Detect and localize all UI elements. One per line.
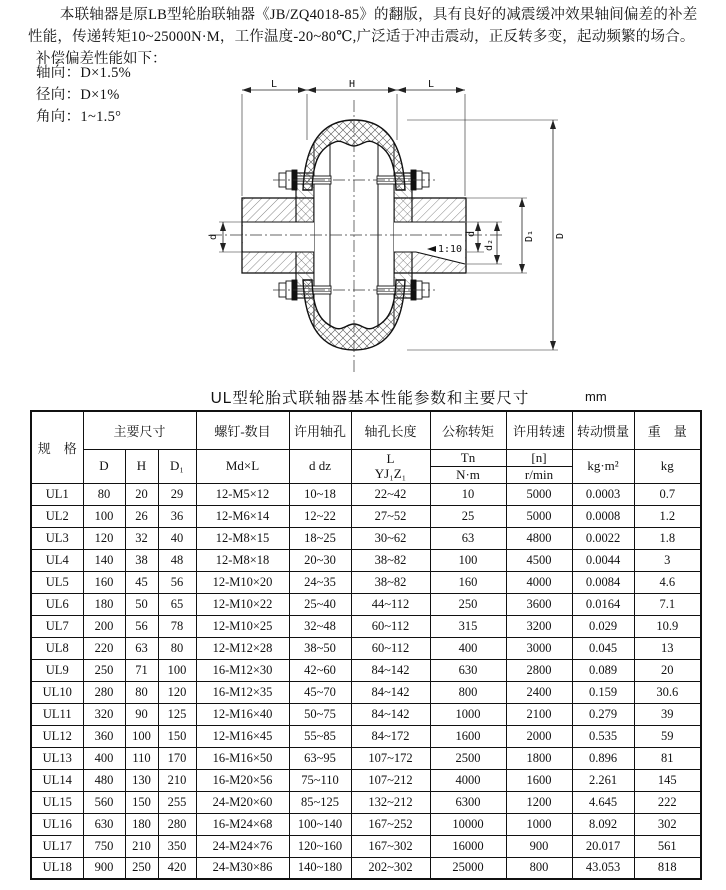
cell-bore-range: 55~85 bbox=[289, 725, 351, 747]
table-row bbox=[31, 835, 701, 857]
cell-speed: 3000 bbox=[506, 637, 572, 659]
cell-H: 210 bbox=[125, 835, 158, 857]
cell-bore-length: 107~212 bbox=[351, 769, 430, 791]
cell-D: 480 bbox=[83, 769, 125, 791]
cell-torque: 1000 bbox=[430, 703, 506, 725]
cell-H: 110 bbox=[125, 747, 158, 769]
cell-screws: 12-M12×28 bbox=[196, 637, 289, 659]
left-shaft-bore bbox=[242, 222, 314, 252]
cell-bore-range: 42~60 bbox=[289, 659, 351, 681]
subheader-MdxL: Md×L bbox=[196, 449, 289, 483]
cell-model: UL11 bbox=[31, 703, 83, 725]
cell-bore-length: 38~82 bbox=[351, 549, 430, 571]
header-inertia: 转动惯量 bbox=[572, 411, 634, 449]
cell-D: 280 bbox=[83, 681, 125, 703]
cell-model: UL18 bbox=[31, 857, 83, 879]
cell-bore-length: 84~142 bbox=[351, 659, 430, 681]
cell-bore-length: 167~252 bbox=[351, 813, 430, 835]
dim-label-d-left: d bbox=[208, 233, 219, 241]
cell-D1: 170 bbox=[158, 747, 196, 769]
cell-speed: 4000 bbox=[506, 571, 572, 593]
cell-bore-range: 45~70 bbox=[289, 681, 351, 703]
cell-H: 63 bbox=[125, 637, 158, 659]
cell-torque: 800 bbox=[430, 681, 506, 703]
cell-bore-length: 27~52 bbox=[351, 505, 430, 527]
cell-inertia: 0.0022 bbox=[572, 527, 634, 549]
cell-torque: 10000 bbox=[430, 813, 506, 835]
cell-screws: 16-M12×35 bbox=[196, 681, 289, 703]
table-row bbox=[31, 505, 701, 527]
cell-torque: 6300 bbox=[430, 791, 506, 813]
dim-label-d-right: d bbox=[466, 230, 477, 238]
cell-bore-range: 140~180 bbox=[289, 857, 351, 879]
cell-speed: 2100 bbox=[506, 703, 572, 725]
cell-bore-length: 202~302 bbox=[351, 857, 430, 879]
cell-speed: 5000 bbox=[506, 505, 572, 527]
cell-D: 630 bbox=[83, 813, 125, 835]
cell-torque: 250 bbox=[430, 593, 506, 615]
cell-D1: 29 bbox=[158, 483, 196, 505]
cell-model: UL16 bbox=[31, 813, 83, 835]
cell-screws: 12-M8×15 bbox=[196, 527, 289, 549]
cell-D1: 56 bbox=[158, 571, 196, 593]
cell-inertia: 2.261 bbox=[572, 769, 634, 791]
cell-weight: 13 bbox=[634, 637, 701, 659]
cell-weight: 39 bbox=[634, 703, 701, 725]
subheader-L: L bbox=[386, 451, 395, 466]
cell-D1: 350 bbox=[158, 835, 196, 857]
cell-bore-length: 84~172 bbox=[351, 725, 430, 747]
cell-screws: 12-M10×20 bbox=[196, 571, 289, 593]
cell-D: 160 bbox=[83, 571, 125, 593]
cell-D1: 210 bbox=[158, 769, 196, 791]
subheader-Tn: Tn bbox=[430, 449, 506, 466]
cell-bore-range: 85~125 bbox=[289, 791, 351, 813]
cell-speed: 1200 bbox=[506, 791, 572, 813]
cell-bore-range: 24~35 bbox=[289, 571, 351, 593]
table-row bbox=[31, 527, 701, 549]
cell-bore-length: 84~142 bbox=[351, 681, 430, 703]
taper-ratio-label: 1:10 bbox=[438, 244, 463, 255]
subheader-rmin: r/min bbox=[506, 466, 572, 483]
cell-weight: 302 bbox=[634, 813, 701, 835]
cell-screws: 12-M10×22 bbox=[196, 593, 289, 615]
spec-table-body bbox=[31, 483, 701, 879]
cell-bore-range: 63~95 bbox=[289, 747, 351, 769]
table-row bbox=[31, 747, 701, 769]
dim-label-d2: d₂ bbox=[484, 238, 495, 252]
cell-inertia: 0.0003 bbox=[572, 483, 634, 505]
cell-model: UL15 bbox=[31, 791, 83, 813]
cell-bore-range: 25~40 bbox=[289, 593, 351, 615]
cell-weight: 222 bbox=[634, 791, 701, 813]
cell-screws: 16-M12×30 bbox=[196, 659, 289, 681]
cell-inertia: 0.0084 bbox=[572, 571, 634, 593]
cell-speed: 2800 bbox=[506, 659, 572, 681]
cell-bore-length: 60~112 bbox=[351, 637, 430, 659]
cell-model: UL4 bbox=[31, 549, 83, 571]
cell-model: UL6 bbox=[31, 593, 83, 615]
cell-weight: 7.1 bbox=[634, 593, 701, 615]
cell-D1: 125 bbox=[158, 703, 196, 725]
cell-torque: 100 bbox=[430, 549, 506, 571]
cell-model: UL12 bbox=[31, 725, 83, 747]
subheader-kgm2: kg·m² bbox=[572, 449, 634, 483]
cell-model: UL17 bbox=[31, 835, 83, 857]
offset-performance-heading: 补偿偏差性能如下： bbox=[36, 51, 167, 67]
cell-H: 38 bbox=[125, 549, 158, 571]
cell-weight: 1.8 bbox=[634, 527, 701, 549]
cell-weight: 3 bbox=[634, 549, 701, 571]
cell-bore-length: 60~112 bbox=[351, 615, 430, 637]
table-row bbox=[31, 659, 701, 681]
dim-label-H: H bbox=[348, 79, 356, 90]
cell-torque: 16000 bbox=[430, 835, 506, 857]
cell-H: 26 bbox=[125, 505, 158, 527]
cell-bore-length: 38~82 bbox=[351, 571, 430, 593]
cell-D1: 280 bbox=[158, 813, 196, 835]
cell-speed: 800 bbox=[506, 857, 572, 879]
cell-screws: 24-M20×60 bbox=[196, 791, 289, 813]
table-row bbox=[31, 703, 701, 725]
table-row bbox=[31, 725, 701, 747]
header-bore-length: 轴孔长度 bbox=[351, 411, 430, 449]
dim-label-L-left: L bbox=[270, 79, 278, 90]
cell-inertia: 8.092 bbox=[572, 813, 634, 835]
table-row bbox=[31, 615, 701, 637]
cell-screws: 24-M30×86 bbox=[196, 857, 289, 879]
cell-screws: 12-M8×18 bbox=[196, 549, 289, 571]
cell-inertia: 0.029 bbox=[572, 615, 634, 637]
cell-screws: 12-M10×25 bbox=[196, 615, 289, 637]
cell-H: 56 bbox=[125, 615, 158, 637]
cell-bore-range: 12~22 bbox=[289, 505, 351, 527]
cell-inertia: 0.279 bbox=[572, 703, 634, 725]
subheader-d-dz: d dz bbox=[289, 449, 351, 483]
cell-H: 150 bbox=[125, 791, 158, 813]
cell-model: UL2 bbox=[31, 505, 83, 527]
header-torque: 公称转矩 bbox=[430, 411, 506, 449]
cell-model: UL13 bbox=[31, 747, 83, 769]
cell-inertia: 20.017 bbox=[572, 835, 634, 857]
cell-weight: 0.7 bbox=[634, 483, 701, 505]
cell-screws: 12-M16×40 bbox=[196, 703, 289, 725]
cell-H: 80 bbox=[125, 681, 158, 703]
subheader-YJZ: YJ₁Z₁ bbox=[374, 466, 407, 481]
cell-speed: 4500 bbox=[506, 549, 572, 571]
table-row bbox=[31, 483, 701, 505]
cell-inertia: 0.0164 bbox=[572, 593, 634, 615]
cell-D1: 120 bbox=[158, 681, 196, 703]
cell-torque: 2500 bbox=[430, 747, 506, 769]
table-row bbox=[31, 681, 701, 703]
cell-speed: 1000 bbox=[506, 813, 572, 835]
cell-bore-range: 10~18 bbox=[289, 483, 351, 505]
cell-bore-range: 32~48 bbox=[289, 615, 351, 637]
cell-D: 100 bbox=[83, 505, 125, 527]
header-speed: 许用转速 bbox=[506, 411, 572, 449]
cell-speed: 4800 bbox=[506, 527, 572, 549]
subheader-kg: kg bbox=[634, 449, 701, 483]
cell-model: UL3 bbox=[31, 527, 83, 549]
cell-bore-length: 44~112 bbox=[351, 593, 430, 615]
cell-screws: 16-M16×50 bbox=[196, 747, 289, 769]
subheader-n: [n] bbox=[506, 449, 572, 466]
cell-D1: 65 bbox=[158, 593, 196, 615]
cell-H: 100 bbox=[125, 725, 158, 747]
cell-bore-length: 132~212 bbox=[351, 791, 430, 813]
cell-torque: 25000 bbox=[430, 857, 506, 879]
cell-screws: 12-M6×14 bbox=[196, 505, 289, 527]
cell-torque: 4000 bbox=[430, 769, 506, 791]
table-row bbox=[31, 549, 701, 571]
cell-H: 32 bbox=[125, 527, 158, 549]
cell-screws: 12-M16×45 bbox=[196, 725, 289, 747]
cell-weight: 561 bbox=[634, 835, 701, 857]
cell-inertia: 0.0044 bbox=[572, 549, 634, 571]
cell-speed: 1800 bbox=[506, 747, 572, 769]
subheader-bore-length bbox=[351, 449, 430, 483]
table-row bbox=[31, 769, 701, 791]
cell-torque: 160 bbox=[430, 571, 506, 593]
cell-speed: 2000 bbox=[506, 725, 572, 747]
cell-torque: 10 bbox=[430, 483, 506, 505]
cell-D1: 80 bbox=[158, 637, 196, 659]
cell-speed: 3600 bbox=[506, 593, 572, 615]
cell-D: 80 bbox=[83, 483, 125, 505]
cell-D1: 255 bbox=[158, 791, 196, 813]
cell-weight: 59 bbox=[634, 725, 701, 747]
cell-bore-range: 50~75 bbox=[289, 703, 351, 725]
cell-H: 180 bbox=[125, 813, 158, 835]
cell-model: UL7 bbox=[31, 615, 83, 637]
cell-D: 220 bbox=[83, 637, 125, 659]
dim-label-D1: D₁ bbox=[524, 229, 535, 243]
cell-screws: 12-M5×12 bbox=[196, 483, 289, 505]
cell-D: 750 bbox=[83, 835, 125, 857]
angular-offset-line bbox=[36, 106, 131, 128]
cell-weight: 818 bbox=[634, 857, 701, 879]
cell-weight: 145 bbox=[634, 769, 701, 791]
angular-offset-label: 角向： bbox=[36, 109, 81, 125]
table-unit-label: mm bbox=[585, 389, 607, 404]
cell-inertia: 0.089 bbox=[572, 659, 634, 681]
header-spec: 规 格 bbox=[31, 411, 83, 483]
cell-torque: 1600 bbox=[430, 725, 506, 747]
subheader-D1: D₁ bbox=[158, 449, 196, 483]
cell-D: 900 bbox=[83, 857, 125, 879]
offset-list bbox=[36, 62, 131, 128]
cell-inertia: 0.896 bbox=[572, 747, 634, 769]
cell-bore-length: 107~172 bbox=[351, 747, 430, 769]
table-row bbox=[31, 593, 701, 615]
cell-weight: 30.6 bbox=[634, 681, 701, 703]
cell-screws: 16-M24×68 bbox=[196, 813, 289, 835]
cell-inertia: 4.645 bbox=[572, 791, 634, 813]
cell-speed: 3200 bbox=[506, 615, 572, 637]
cell-H: 50 bbox=[125, 593, 158, 615]
cell-D: 180 bbox=[83, 593, 125, 615]
cell-H: 45 bbox=[125, 571, 158, 593]
cell-model: UL1 bbox=[31, 483, 83, 505]
cell-torque: 400 bbox=[430, 637, 506, 659]
cell-model: UL10 bbox=[31, 681, 83, 703]
cell-D1: 78 bbox=[158, 615, 196, 637]
cell-H: 90 bbox=[125, 703, 158, 725]
cell-D: 400 bbox=[83, 747, 125, 769]
cell-D: 120 bbox=[83, 527, 125, 549]
header-bore: 许用轴孔 bbox=[289, 411, 351, 449]
cell-D1: 100 bbox=[158, 659, 196, 681]
intro-paragraph: 本联轴器是原LB型轮胎联轴器《JB/ZQ4018-85》的翻版，具有良好的减震缓冲效果轴间偏差的补差性能，传递转矩10~25000N·M，工作温度-20~80℃,广泛适于冲击震动，正反转多变，起动频繁的场合。 bbox=[28, 7, 698, 45]
cell-speed: 2400 bbox=[506, 681, 572, 703]
cell-speed: 5000 bbox=[506, 483, 572, 505]
axial-offset-value: D×1.5% bbox=[80, 65, 132, 81]
cell-D1: 420 bbox=[158, 857, 196, 879]
cell-torque: 25 bbox=[430, 505, 506, 527]
cell-weight: 20 bbox=[634, 659, 701, 681]
cell-model: UL9 bbox=[31, 659, 83, 681]
cell-bore-range: 38~50 bbox=[289, 637, 351, 659]
header-main-dims: 主要尺寸 bbox=[83, 411, 196, 449]
cell-speed: 900 bbox=[506, 835, 572, 857]
table-row bbox=[31, 813, 701, 835]
header-screws: 螺钉-数目 bbox=[196, 411, 289, 449]
table-row bbox=[31, 857, 701, 879]
coupling-cross-section-diagram bbox=[195, 78, 595, 378]
cell-inertia: 43.053 bbox=[572, 857, 634, 879]
cell-torque: 315 bbox=[430, 615, 506, 637]
subheader-H: H bbox=[125, 449, 158, 483]
radial-offset-label: 径向： bbox=[36, 87, 81, 103]
radial-offset-line bbox=[36, 84, 131, 106]
table-row bbox=[31, 791, 701, 813]
subheader-Nm: N·m bbox=[430, 466, 506, 483]
cell-inertia: 0.535 bbox=[572, 725, 634, 747]
cell-model: UL8 bbox=[31, 637, 83, 659]
cell-bore-length: 22~42 bbox=[351, 483, 430, 505]
cell-torque: 630 bbox=[430, 659, 506, 681]
cell-D: 320 bbox=[83, 703, 125, 725]
cell-D1: 48 bbox=[158, 549, 196, 571]
cell-model: UL14 bbox=[31, 769, 83, 791]
cell-D1: 150 bbox=[158, 725, 196, 747]
cell-weight: 81 bbox=[634, 747, 701, 769]
cell-bore-length: 84~142 bbox=[351, 703, 430, 725]
header-weight: 重 量 bbox=[634, 411, 701, 449]
cell-bore-length: 167~302 bbox=[351, 835, 430, 857]
cell-bore-range: 100~140 bbox=[289, 813, 351, 835]
cell-D1: 36 bbox=[158, 505, 196, 527]
cell-H: 20 bbox=[125, 483, 158, 505]
cell-D: 250 bbox=[83, 659, 125, 681]
cell-bore-range: 120~160 bbox=[289, 835, 351, 857]
subheader-D: D bbox=[83, 449, 125, 483]
cell-inertia: 0.045 bbox=[572, 637, 634, 659]
cell-weight: 4.6 bbox=[634, 571, 701, 593]
cell-bore-length: 30~62 bbox=[351, 527, 430, 549]
table-title: UL型轮胎式联轴器基本性能参数和主要尺寸 bbox=[210, 390, 530, 407]
cell-model: UL5 bbox=[31, 571, 83, 593]
cell-speed: 1600 bbox=[506, 769, 572, 791]
cell-bore-range: 75~110 bbox=[289, 769, 351, 791]
cell-H: 250 bbox=[125, 857, 158, 879]
axial-offset-label: 轴向： bbox=[36, 65, 81, 81]
dim-label-L-right: L bbox=[427, 79, 435, 90]
cell-torque: 63 bbox=[430, 527, 506, 549]
cell-weight: 10.9 bbox=[634, 615, 701, 637]
cell-H: 130 bbox=[125, 769, 158, 791]
cell-D: 560 bbox=[83, 791, 125, 813]
angular-offset-value: 1~1.5° bbox=[80, 109, 122, 125]
cell-D: 360 bbox=[83, 725, 125, 747]
spec-table bbox=[30, 410, 702, 880]
cell-weight: 1.2 bbox=[634, 505, 701, 527]
axial-offset-line bbox=[36, 62, 131, 84]
cell-inertia: 0.159 bbox=[572, 681, 634, 703]
cell-D: 140 bbox=[83, 549, 125, 571]
dim-label-D: D bbox=[555, 232, 566, 240]
table-row bbox=[31, 637, 701, 659]
cell-screws: 24-M24×76 bbox=[196, 835, 289, 857]
cell-H: 71 bbox=[125, 659, 158, 681]
cell-screws: 16-M20×56 bbox=[196, 769, 289, 791]
cell-inertia: 0.0008 bbox=[572, 505, 634, 527]
table-row bbox=[31, 571, 701, 593]
cell-D: 200 bbox=[83, 615, 125, 637]
cell-D1: 40 bbox=[158, 527, 196, 549]
radial-offset-value: D×1% bbox=[80, 87, 120, 103]
cell-bore-range: 18~25 bbox=[289, 527, 351, 549]
cell-bore-range: 20~30 bbox=[289, 549, 351, 571]
